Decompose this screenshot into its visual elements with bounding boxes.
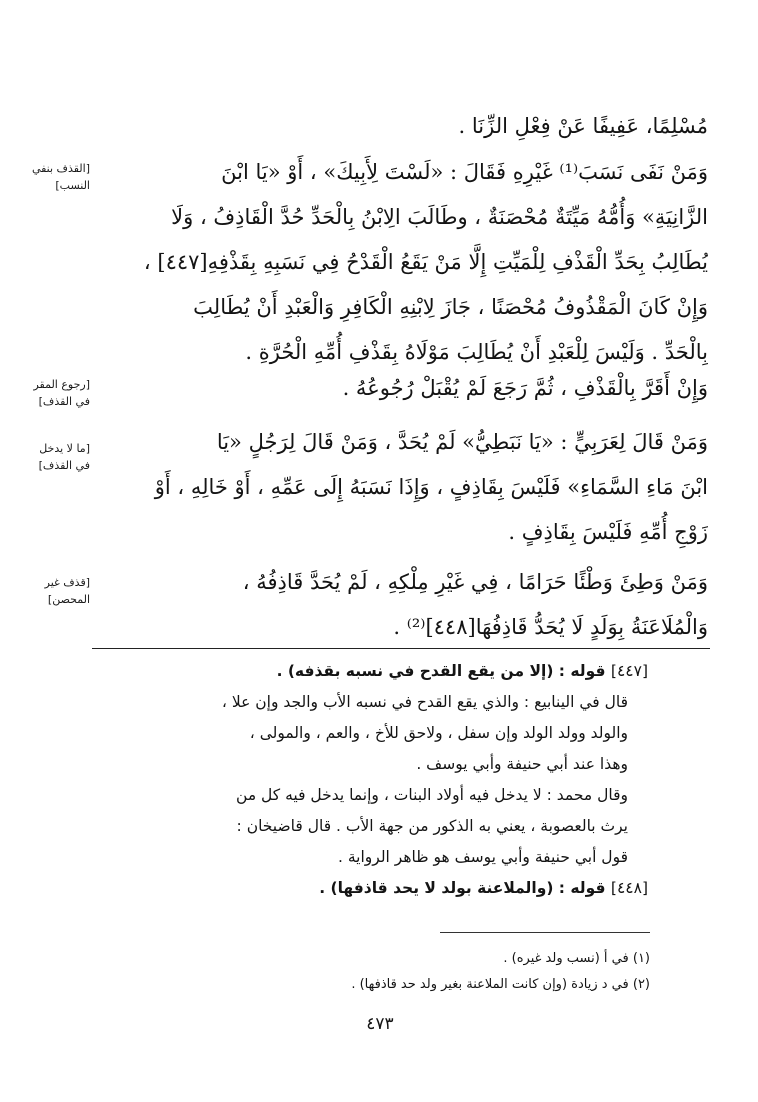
text-line: وَمَنْ وَطِئَ وَطْئًا حَرَامًا ، فِي غَيْرِ مِلْكِهِ ، لَمْ يُحَدَّ قَاذِفُهُ ، [242,570,708,594]
paragraph-5 [110,560,708,650]
paragraph-1 [110,104,708,149]
footnotes [250,946,650,998]
footnote-1: (١) في أ (نسب ولد غيره) . [503,951,650,966]
text-line: وَالْمُلَاعَنَةُ بِوَلَدٍ لَا يُحَدُّ قَاذِفُهَا[٤٤٨]⁽²⁾ . [393,615,708,639]
text-line: يُطَالِبُ بِحَدِّ الْقَذْفِ لِلْمَيِّتِ إِلَّا مَنْ يَقَعُ الْقَدْحُ فِي نَسَبِهِ بِقَذْفِهِ[٤٤٧] ، [143,250,708,274]
side-note-retraction: [رجوع المقر في القذف] [33,378,90,408]
commentary-line: يرث بالعصوبة ، يعني به الذكور من جهة الأب . قال قاضيخان : [236,817,628,835]
commentary-heading-447: [٤٤٧] قوله : (إلا من يقع القدح في نسبه بقذفه) . [276,662,648,680]
page-number: ٤٧٣ [366,1014,394,1034]
commentary-line: قال في الينابيع : والذي يقع القدح في نسبه الأب والجد وإن علا ، [221,693,628,711]
paragraph-3 [110,366,708,411]
section-divider [92,648,710,649]
paragraph-4 [110,420,708,555]
text-line: وَإِنْ كَانَ الْمَقْذُوفُ مُحْصَنًا ، جَازَ لِابْنِهِ الْكَافِرِ وَالْعَبْدِ أَنْ يُطَالِبَ [193,295,708,319]
side-note-slander-lineage: [القذف بنفي النسب] [31,162,90,192]
text-line: بِالْحَدِّ . وَلَيْسَ لِلْعَبْدِ أَنْ يُطَالِبَ مَوْلَاهُ بِقَذْفِ أُمِّهِ الْحُرَّةِ . [245,340,708,364]
paragraph-2 [110,150,708,375]
commentary-heading-448: [٤٤٨] قوله : (والملاعنة بولد لا يحد قاذفها) . [319,879,648,897]
side-note-not-included: [ما لا يدخل في القذف] [38,442,90,472]
text-line: الزَّانِيَةِ» وَأُمُّهُ مَيِّتَةٌ مُحْصَنَةٌ ، وطَالَبَ الِابْنُ بِالْحَدِّ حُدَّ الْقَاذِفُ ، وَلَا [171,205,708,229]
text-line: وَمَنْ قَالَ لِعَرَبِيٍّ : «يَا نَبَطِيُّ» لَمْ يُحَدَّ ، وَمَنْ قَالَ لِرَجُلٍ «يَا [216,430,708,454]
text-line: وَإِنْ أَقَرَّ بِالْقَذْفِ ، ثُمَّ رَجَعَ لَمْ يُقْبَلْ رُجُوعُهُ . [342,376,708,400]
text-line: زَوْجِ أُمِّهِ فَلَيْسَ بِقَاذِفٍ . [508,520,708,544]
footnote-rule [440,932,650,933]
commentary-line: قول أبي حنيفة وأبي يوسف هو ظاهر الرواية . [338,848,628,866]
text-line: ابْنَ مَاءِ السَّمَاءِ» فَلَيْسَ بِقَاذِفٍ ، وَإِذَا نَسَبَهُ إِلَى عَمِّهِ ، أَوْ خَالِهِ ، أَوْ [154,475,708,499]
commentary-line: وقال محمد : لا يدخل فيه أولاد البنات ، وإنما يدخل فيه كل من [236,786,628,804]
commentary-line: وهذا عند أبي حنيفة وأبي يوسف . [416,755,628,773]
side-note-non-muhsan: [قذف غير المحصن] [44,576,90,606]
commentary-line: والولد وولد الولد وإن سفل ، ولاحق للأخ ، والعم ، والمولى ، [249,724,628,742]
text-line: مُسْلِمًا، عَفِيفًا عَنْ فِعْلِ الزِّنَا . [458,114,708,138]
footnote-2: (٢) في د زيادة (وإن كانت الملاعنة بغير ولد حد قاذفها) . [351,977,650,992]
commentary [92,656,648,904]
text-line: وَمَنْ نَفَى نَسَبَ⁽¹⁾ غَيْرِهِ فَقَالَ : «لَسْتَ لِأَبِيكَ» ، أَوْ «يَا ابْنَ [221,160,708,184]
